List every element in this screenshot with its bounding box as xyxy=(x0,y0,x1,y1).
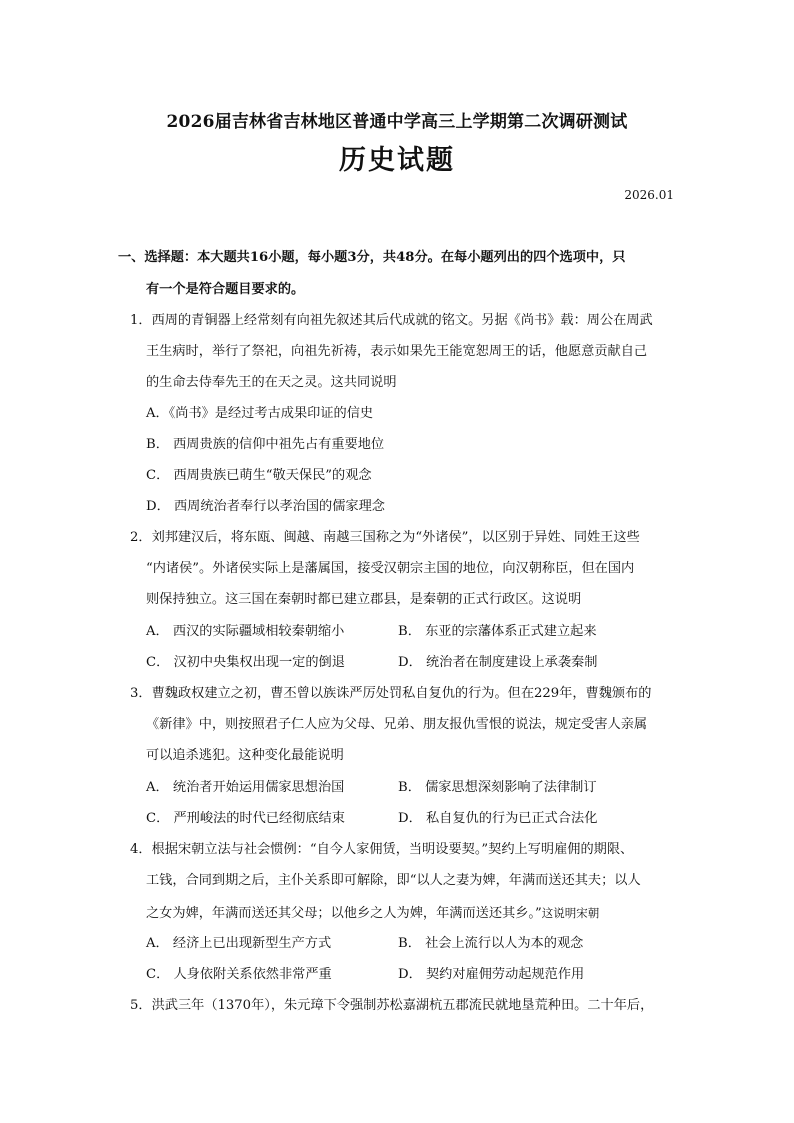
question-4-line1: 4．根据宋朝立法与社会惯例：“自今人家佣赁，当明设要契。”契约上写明雇佣的期限、 xyxy=(130,842,634,857)
question-1-option-c[interactable]: C． 西周贵族已萌生“敬天保民”的观念 xyxy=(146,468,372,483)
exam-title: 2026届吉林省吉林地区普通中学高三上学期第二次调研测试 xyxy=(166,112,628,132)
question-1-line3: 的生命去侍奉先王的在天之灵。这共同说明 xyxy=(146,375,397,390)
question-2-option-d[interactable]: D． 统治者在制度建设上承袭秦制 xyxy=(398,655,598,670)
question-3-line1: 3．曹魏政权建立之初，曹丕曾以族诛严厉处罚私自复仇的行为。但在229年，曹魏颁布的 xyxy=(130,686,652,701)
question-3-line2: 《新律》中，则按照君子仁人应为父母、兄弟、朋友报仇雪恨的说法，规定受害人亲属 xyxy=(146,717,648,732)
question-4-option-a[interactable]: A． 经济上已出现新型生产方式 xyxy=(146,936,332,951)
question-4-line3 xyxy=(146,905,599,922)
question-1-option-d[interactable]: D． 西周统治者奉行以孝治国的儒家理念 xyxy=(146,499,385,514)
question-3-line3: 可以追杀逃犯。这种变化最能说明 xyxy=(146,748,344,763)
question-4-option-b[interactable]: B． 社会上流行以人为本的观念 xyxy=(398,936,584,951)
exam-date: 2026.01 xyxy=(624,188,674,202)
question-3-option-d[interactable]: D． 私自复仇的行为已正式合法化 xyxy=(398,811,598,826)
question-4-line3-tail: 这说明宋朝 xyxy=(541,906,600,920)
question-1-line1: 1．西周的青铜器上经常刻有向祖先叙述其后代成就的铭文。另据《尚书》载：周公在周武 xyxy=(130,313,653,328)
question-4-option-c[interactable]: C． 人身依附关系依然非常严重 xyxy=(146,967,332,982)
question-1-option-b[interactable]: B． 西周贵族的信仰中祖先占有重要地位 xyxy=(146,437,385,452)
question-2-option-c[interactable]: C． 汉初中央集权出现一定的倒退 xyxy=(146,655,345,670)
question-2-option-b[interactable]: B． 东亚的宗藩体系正式建立起来 xyxy=(398,624,597,639)
question-4-option-d[interactable]: D． 契约对雇佣劳动起规范作用 xyxy=(398,967,585,982)
question-1-line2: 王生病时，举行了祭祀，向祖先祈祷，表示如果先王能宽恕周王的话，他愿意贡献自己 xyxy=(146,344,648,359)
exam-subtitle: 历史试题 xyxy=(339,145,455,176)
section-heading-line2: 有一个是符合题目要求的。 xyxy=(146,282,305,297)
question-5-line1: 5．洪武三年（1370年），朱元璋下令强制苏松嘉湖杭五郡流民就地垦荒种田。二十年后， xyxy=(130,998,654,1013)
question-3-option-a[interactable]: A． 统治者开始运用儒家思想治国 xyxy=(146,780,345,795)
question-3-option-c[interactable]: C． 严刑峻法的时代已经彻底结束 xyxy=(146,811,345,826)
question-4-line3-text: 之女为婢，年满而送还其父母；以他乡之人为婢，年满而送还其乡。” xyxy=(146,906,542,921)
question-2-option-a[interactable]: A． 西汉的实际疆域相较秦朝缩小 xyxy=(146,624,345,639)
question-4-line2: 工钱，合同到期之后，主仆关系即可解除，即“以人之妻为婢，年满而送还其夫；以人 xyxy=(146,873,641,888)
question-2-line1: 2．刘邦建汉后，将东瓯、闽越、南越三国称之为“外诸侯”，以区别于异姓、同姓王这些 xyxy=(130,530,640,545)
question-2-line3: 则保持独立。这三国在秦朝时都已建立郡县，是秦朝的正式行政区。这说明 xyxy=(146,592,582,607)
question-2-line2: “内诸侯”。外诸侯实际上是藩属国，接受汉朝宗主国的地位，向汉朝称臣，但在国内 xyxy=(146,561,635,576)
question-3-option-b[interactable]: B． 儒家思想深刻影响了法律制订 xyxy=(398,780,597,795)
question-1-option-a[interactable]: A．《尚书》是经过考古成果印证的信史 xyxy=(146,406,374,421)
section-heading-line1: 一、选择题：本大题共16小题，每小题3分，共48分。在每小题列出的四个选项中，只 xyxy=(118,250,626,265)
